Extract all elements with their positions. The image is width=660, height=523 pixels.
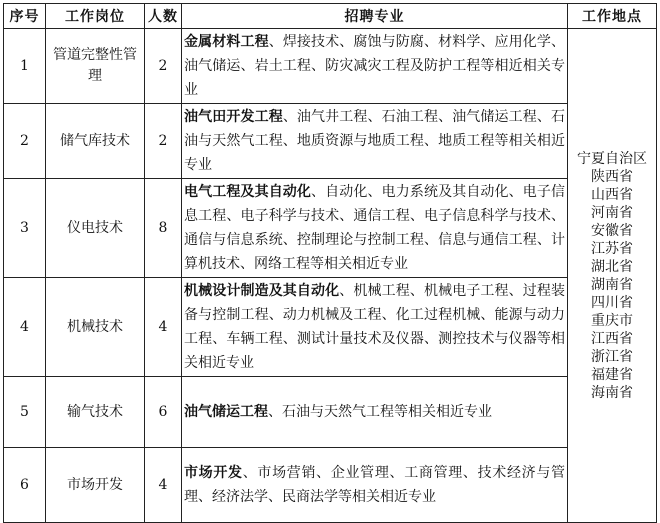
row-count: 2 xyxy=(145,29,182,104)
row-seq: 1 xyxy=(4,29,46,104)
location-item: 海南省 xyxy=(591,384,633,401)
row-major-rest: 、自动化、电力系统及其自动化、电子信息工程、电子科学与技术、通信工程、电子信息科学与技术、通信与信息系统、控制理论与控制工程、信息与通信工程、计算机技术、网络工程等相关相近专业 xyxy=(184,184,566,272)
row-major-rest: 、机械工程、机械电子工程、过程装备与控制工程、动力机械及工程、化工过程机械、能源与动力工程、车辆工程、测试计量技术及仪器、测控技术与仪器等相关相近专业 xyxy=(184,283,566,371)
row-major-key: 金属材料工程 xyxy=(184,34,269,50)
recruitment-table-container xyxy=(3,3,657,523)
location-item: 陕西省 xyxy=(591,168,633,185)
row-major xyxy=(182,179,568,278)
table-row xyxy=(4,29,657,104)
header-row xyxy=(4,4,657,29)
row-position: 仪电技术 xyxy=(46,179,145,278)
table-row xyxy=(4,179,657,278)
row-major-rest: 、市场营销、企业管理、工商管理、技术经济与管理、经济法学、民商法学等相关相近专业 xyxy=(184,465,566,505)
row-major-rest: 、油气井工程、石油工程、油气储运工程、石油与天然气工程、地质资源与地质工程、地质工程等相关相近专业 xyxy=(184,109,566,173)
location-item: 山西省 xyxy=(591,186,633,203)
row-position: 储气库技术 xyxy=(46,104,145,179)
table-row xyxy=(4,377,657,448)
header-seq: 序号 xyxy=(4,4,46,29)
row-major xyxy=(182,104,568,179)
row-major xyxy=(182,448,568,523)
row-major-rest: 、焊接技术、腐蚀与防腐、材料学、应用化学、油气储运、岩土工程、防灾减灾工程及防护工程等相近相关专业 xyxy=(184,34,566,98)
location-item: 江苏省 xyxy=(591,240,633,257)
recruitment-table xyxy=(3,3,657,523)
row-count: 4 xyxy=(145,278,182,377)
row-major xyxy=(182,29,568,104)
row-position: 市场开发 xyxy=(46,448,145,523)
header-location: 工作地点 xyxy=(568,4,657,29)
header-position: 工作岗位 xyxy=(46,4,145,29)
location-item: 河南省 xyxy=(591,204,633,221)
row-count: 2 xyxy=(145,104,182,179)
location-item: 安徽省 xyxy=(591,222,633,239)
row-major-key: 油气储运工程 xyxy=(184,404,268,420)
location-item: 重庆市 xyxy=(591,312,633,329)
row-major-key: 机械设计制造及其自动化 xyxy=(184,283,340,299)
header-count: 人数 xyxy=(145,4,182,29)
row-seq: 2 xyxy=(4,104,46,179)
row-major xyxy=(182,377,568,448)
row-seq: 4 xyxy=(4,278,46,377)
row-seq: 3 xyxy=(4,179,46,278)
location-item: 四川省 xyxy=(591,294,633,311)
row-position: 机械技术 xyxy=(46,278,145,377)
location-item: 浙江省 xyxy=(591,348,633,365)
row-major-rest: 、石油与天然气工程等相关相近专业 xyxy=(268,404,492,420)
row-position: 管道完整性管理 xyxy=(46,29,145,104)
location-item: 江西省 xyxy=(591,330,633,347)
row-count: 6 xyxy=(145,377,182,448)
table-row xyxy=(4,448,657,523)
row-major xyxy=(182,278,568,377)
table-row xyxy=(4,104,657,179)
location-item: 湖南省 xyxy=(591,276,633,293)
location-item: 宁夏自治区 xyxy=(577,150,647,167)
header-major: 招聘专业 xyxy=(182,4,568,29)
row-major-key: 电气工程及其自动化 xyxy=(184,184,312,200)
location-item: 湖北省 xyxy=(591,258,633,275)
row-seq: 6 xyxy=(4,448,46,523)
row-major-key: 油气田开发工程 xyxy=(184,109,283,125)
table-row xyxy=(4,278,657,377)
location-item: 福建省 xyxy=(591,366,633,383)
row-major-key: 市场开发 xyxy=(184,465,243,481)
row-count: 4 xyxy=(145,448,182,523)
row-position: 输气技术 xyxy=(46,377,145,448)
location-cell xyxy=(568,29,657,523)
row-seq: 5 xyxy=(4,377,46,448)
row-count: 8 xyxy=(145,179,182,278)
